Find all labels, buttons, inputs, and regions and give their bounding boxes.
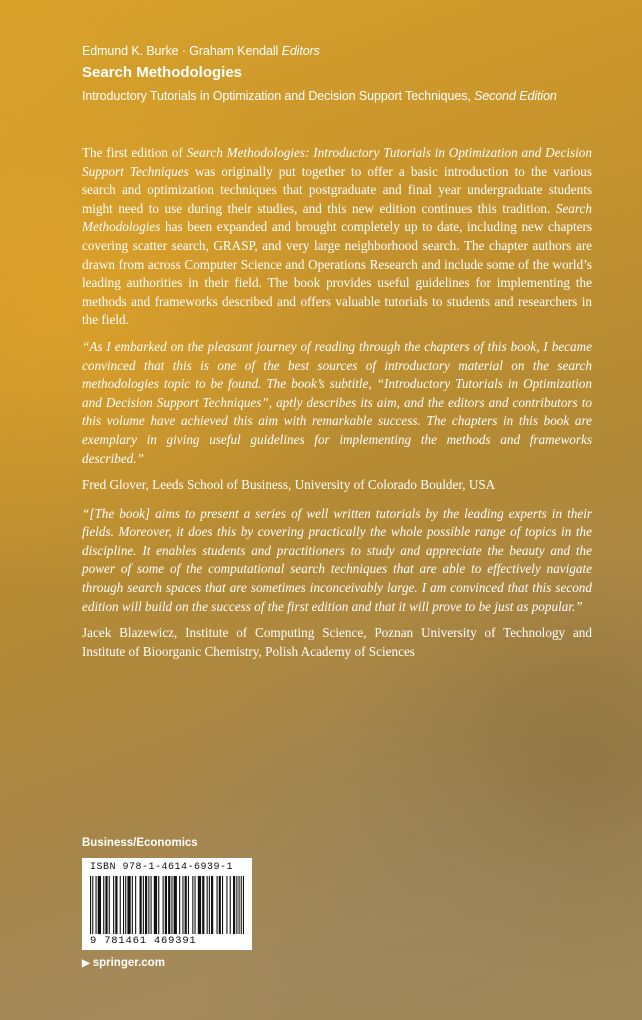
subject-category: Business/Economics (82, 837, 198, 849)
barcode-bar (226, 876, 227, 934)
barcode-bar (165, 876, 167, 934)
review-author: Fred Glover, Leeds School of Business, University of Colorado Boulder, USA (82, 477, 496, 493)
barcode-bar (92, 876, 93, 934)
barcode-bar (174, 876, 177, 934)
barcode-bar (233, 876, 235, 934)
barcode-bar (151, 876, 152, 934)
barcode-bar (202, 876, 204, 934)
barcode-bar (143, 876, 144, 934)
barcode-bar (115, 876, 117, 934)
barcode-bar (90, 876, 91, 934)
barcode-bar (135, 876, 136, 934)
barcode-bar (168, 876, 170, 934)
ean-digits: 9 781461 469391 (90, 935, 197, 947)
edition-label: Second Edition (474, 89, 557, 103)
barcode-bar (198, 876, 201, 934)
barcode-bar (230, 876, 231, 934)
barcode-bar (241, 876, 242, 934)
header (82, 44, 602, 103)
description-text-2: was originally put together to offer a basic introduction to the various search and optimization techniques that postgraduate and final year undergraduate students might need to use during their studies, and this new edition continues this tradition. (82, 163, 592, 216)
barcode-bars (90, 876, 244, 934)
barcode-bar (236, 876, 237, 934)
barcode-bar (123, 876, 124, 934)
triangle-right-icon: ▶ (82, 957, 90, 969)
review-author: Jacek Blazewicz, Institute of Computing Science, Poznan University of Technology and Institute of Bioorganic Chemistry, Polish Academy of Sciences (82, 625, 592, 659)
barcode-bar (185, 876, 187, 934)
description-title-italic: Search Methodologies: Introductory Tutorials in Optimization and Decision Support Techniques (82, 145, 592, 179)
barcode-bar (182, 876, 183, 934)
description-title-italic-2: Search Methodologies (82, 200, 592, 235)
barcode-bar (98, 876, 101, 934)
barcode-bar (188, 876, 189, 934)
description-text-3: has been expanded and brought completely up to date, including new chapters covering scatter search, GRASP, and very large neighborhood search. The chapter authors are drawn from across Computer Science and Operations Research and include some of the world’s leading authorities in their field. The book provides useful guidelines for implementing the methods and frameworks described and offers valuable tutorials to students and researchers in the field. (82, 219, 592, 328)
book-subtitle: Introductory Tutorials in Optimization and Decision Support Techniques, (82, 89, 471, 103)
editors-line (82, 44, 602, 58)
barcode-bar (217, 876, 218, 934)
barcode-bar (105, 876, 107, 934)
barcode-bar (148, 876, 149, 934)
barcode-bar (154, 876, 157, 934)
barcode-bar (103, 876, 104, 934)
barcode-bar (222, 876, 223, 934)
barcode-bar (195, 876, 196, 934)
isbn-label: ISBN 978-1-4614-6939-1 (90, 862, 234, 873)
barcode-bar (113, 876, 114, 934)
subtitle-line (82, 89, 602, 103)
barcode-bar (158, 876, 159, 934)
barcode-bar (179, 876, 180, 934)
review-quote: “As I embarked on the pleasant journey of reading through the chapters of this book, I became convinced that this is one of the best sources of introductory material on the search methodologies topic to be found. The book’s subtitle, “Introductory Tutorials in Optimization and Decision Support Techniques”, aptly describes its aim, and the editors and contributors to this volume have achieved this aim with remarkable success. The chapters in this book are exemplary in giving useful guidelines for implementing the methods and frameworks described.” (82, 338, 592, 466)
editors-role: Editors (281, 44, 320, 58)
barcode-bar (163, 876, 164, 934)
barcode-bar (219, 876, 221, 934)
review-quote: “[The book] aims to present a series of well written tutorials by the leading experts in their fields. Moreover, it does this by covering practically the whole possible range of topics in the discipline. It enables students and practitioners to study and appreciate the beauty and the power of some of the computational search techniques that are able to effectively navigate through search spaces that are sometimes inconceivably large. I am convinced that this second edition will build on the success of the first edition and that it will prove to be just as popular.” (82, 505, 592, 614)
barcode-bar (145, 876, 147, 934)
barcode-bar (207, 876, 208, 934)
barcode-bar (140, 876, 142, 934)
barcode-bar (192, 876, 193, 934)
barcode-bar (171, 876, 172, 934)
springer-link-text: springer.com (92, 957, 165, 969)
book-title: Search Methodologies (82, 64, 243, 81)
barcode-bar (132, 876, 133, 934)
barcode-bar (96, 876, 97, 934)
barcode-bar (243, 876, 244, 934)
barcode-bar (211, 876, 213, 934)
barcode-bar (209, 876, 210, 934)
springer-link[interactable] (82, 957, 165, 969)
barcode-bar (127, 876, 130, 934)
barcode-bar (125, 876, 126, 934)
barcode-bar (239, 876, 240, 934)
back-cover-text (82, 144, 592, 671)
barcode-bar (109, 876, 110, 934)
barcode-bar (120, 876, 121, 934)
isbn-barcode (82, 858, 252, 950)
description-text-1: The first edition of (82, 145, 187, 160)
description-paragraph (82, 144, 592, 330)
editors-names: Edmund K. Burke · Graham Kendall (82, 44, 279, 58)
